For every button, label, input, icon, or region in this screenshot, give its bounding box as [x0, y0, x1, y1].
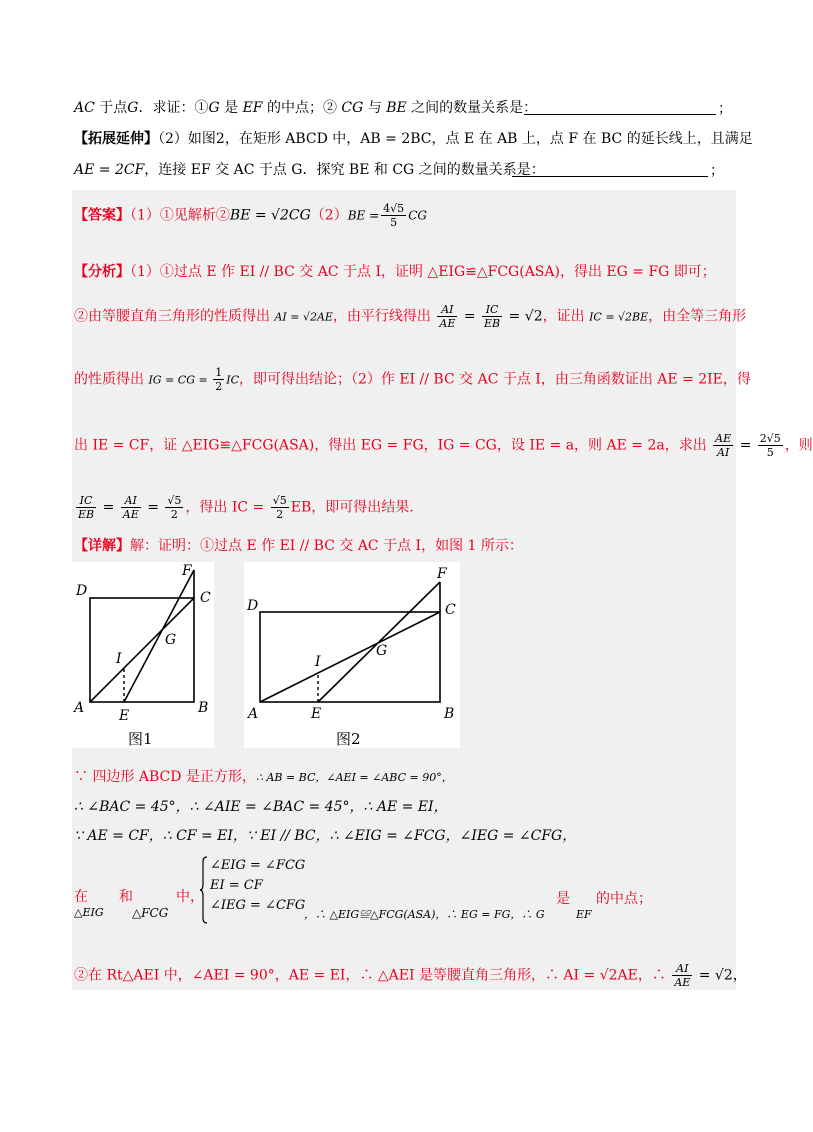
q1-text-d: ．求证：①	[138, 100, 209, 116]
detail-s4-b: 和	[119, 889, 133, 905]
fig1-label-i: I	[116, 651, 122, 667]
analysis-l5-b: =	[98, 499, 119, 516]
analysis-l5-id: 2	[276, 508, 284, 521]
fig1-label-a: A	[74, 700, 85, 716]
analysis-l5-fn: IC	[76, 494, 96, 508]
extension-tag: 【拓展延伸】	[74, 131, 158, 147]
analysis-l4-fd: AI	[717, 446, 730, 459]
answer-p1: （1）①见解析②	[130, 207, 230, 224]
detail-s1-a: ∵ 四边形 ABCD 是正方形，	[74, 769, 256, 785]
answer-blank-1[interactable]	[524, 100, 716, 115]
analysis-l5-frac1	[76, 494, 96, 521]
analysis-l3-d: ，即可得出结论；（2）作 EI // BC 交 AC 于点 I，由三角函数证出 AE = 2IE，得	[238, 371, 751, 388]
q1-ef: EF	[242, 100, 263, 116]
answer-eq2-right: CG	[408, 208, 427, 223]
answer-p2: （2）	[310, 207, 348, 224]
analysis-l2-eq: =	[459, 308, 481, 325]
detail-s5-fd: AE	[674, 976, 691, 989]
answer-eq2-den: 5	[390, 216, 398, 229]
fig1-label-e: E	[119, 708, 130, 724]
detail-step-1	[74, 767, 734, 788]
analysis-tag: 【分析】	[74, 264, 130, 280]
analysis-l5-hn: √5	[167, 494, 182, 507]
q1-cg: CG	[341, 100, 364, 116]
analysis-l4-frac1	[713, 432, 733, 459]
detail-step-2: ∴ ∠BAC = 45°，∴ ∠AIE = ∠BAC = 45°，∴ AE = EI，	[74, 799, 448, 815]
q1-ac: AC	[74, 100, 95, 116]
q2-end: ；	[710, 163, 724, 179]
fig2-label-f: F	[437, 566, 447, 582]
analysis-l5-in: √5	[272, 494, 287, 507]
analysis-l2-d: = √2	[504, 308, 543, 325]
fig1-label-f: F	[182, 563, 192, 579]
q1-text-b: 于点	[94, 100, 128, 116]
fig1-caption: 图1	[128, 730, 153, 748]
detail-s5-b: = √2，	[694, 967, 747, 984]
fig2-label-i: I	[315, 654, 321, 670]
q1-g: G	[127, 100, 139, 116]
analysis-line-4	[74, 432, 813, 459]
q1-g2: G	[208, 100, 220, 116]
fig1-diagonal-ac	[90, 598, 194, 702]
detail-s4-ef: EF	[576, 908, 592, 921]
analysis-l5-gn: AI	[121, 494, 141, 508]
q1-text-l: 之间的数量关系是：	[406, 100, 538, 116]
analysis-l2-f: IC = √2BE	[589, 310, 649, 324]
fig1-label-g: G	[165, 632, 177, 648]
analysis-l2-g: ，由全等三角形	[648, 308, 747, 325]
detail-s5-fn: AI	[672, 962, 692, 976]
analysis-l4-a: 出 IE = CF，证 △EIG≌△FCG(ASA)，得出 EG = FG，IG = CG，设 IE = a，则 AE = 2a，求出	[74, 437, 712, 454]
analysis-l3-fn: 1	[215, 366, 223, 379]
analysis-line-1	[74, 262, 734, 282]
q1-be: BE	[386, 100, 407, 116]
analysis-line-5	[74, 494, 734, 521]
fig2-line-ef	[318, 582, 440, 702]
analysis-line-2	[74, 303, 747, 330]
analysis-l5-fd: EB	[78, 508, 95, 521]
analysis-l3-frac	[213, 366, 224, 393]
analysis-l1: （1）①过点 E 作 EI // BC 交 AC 于点 I，证明 △EIG≌△FCG(ASA)，得出 EG = FG 即可；	[130, 264, 716, 280]
answer-eq2-left: BE =	[347, 208, 380, 223]
analysis-l3-a: 的性质得出	[74, 371, 149, 388]
detail-s4-d: ，∴ △EIG≌△FCG(ASA)，∴ EG = FG，∴ G	[304, 908, 545, 921]
fig2-label-a: A	[248, 706, 259, 722]
figure-1-svg	[72, 562, 214, 748]
analysis-l2-f2d: EB	[484, 317, 501, 330]
analysis-l4-b: =	[735, 437, 756, 454]
analysis-l3-b: IG = CG =	[148, 373, 212, 387]
analysis-l2-a: ②由等腰直角三角形的性质得出	[74, 308, 275, 325]
q1-text-j: 与	[363, 100, 387, 116]
figure-2	[244, 562, 460, 748]
detail-step-3: ∵ AE = CF，∴ CF = EI，∵ EI // BC，∴ ∠EIG = ∠FCG，∠IEG = ∠CFG，	[74, 828, 577, 844]
analysis-l2-f1d: AE	[439, 317, 456, 330]
answer-eq2-num: 4√5	[383, 202, 405, 215]
q1-text-f: 是	[219, 100, 243, 116]
analysis-l3-c: IC	[226, 373, 239, 387]
figure-1	[72, 562, 214, 748]
q2-text: （2）如图2，在矩形 ABCD 中，AB = 2BC，点 E 在 AB 上，点 F 在 BC 的延长线上，且满足	[158, 131, 753, 147]
answer-eq2-frac	[381, 202, 406, 229]
system-row-3: ∠IEG = ∠CFG	[210, 898, 306, 913]
detail-line-1	[74, 536, 734, 556]
analysis-l5-frac3	[165, 494, 183, 521]
fig2-diagonal-ac	[260, 612, 440, 702]
answer-eq1: BE = √2CG	[229, 207, 311, 224]
analysis-l2-c: ，由平行线得出	[332, 308, 436, 325]
detail-s4-f: 的中点；	[596, 891, 652, 907]
analysis-l4-c: ，则	[784, 437, 813, 454]
analysis-l3-fd: 2	[215, 380, 223, 393]
fig2-label-c: C	[445, 602, 456, 618]
system-brace-icon	[200, 856, 208, 924]
detail-s4-t2: △FCG	[132, 906, 169, 920]
analysis-l4-gn: 2√5	[759, 432, 781, 445]
system-row-2: EI = CF	[210, 878, 263, 893]
analysis-l4-gd: 5	[766, 446, 774, 459]
analysis-l2-b: AI = √2AE	[274, 310, 333, 324]
analysis-l4-fn: AE	[715, 432, 732, 445]
answer-tag: 【答案】	[74, 207, 130, 224]
detail-l1: 解：证明：①过点 E 作 EI // BC 交 AC 于点 I，如图 1 所示：	[130, 538, 523, 554]
answer-blank-2[interactable]	[512, 162, 708, 177]
answer-line	[74, 202, 734, 229]
detail-s4-a: 在	[74, 889, 88, 905]
detail-tag: 【详解】	[74, 538, 130, 554]
analysis-l5-d: ，得出 IC =	[185, 499, 269, 516]
fig1-label-c: C	[200, 590, 211, 606]
detail-s4-e: 是	[556, 891, 570, 907]
detail-s1-b: ∴ AB = BC，∠AEI = ∠ABC = 90°，	[255, 771, 453, 784]
analysis-l5-frac4	[271, 494, 289, 521]
system-row-1: ∠EIG = ∠FCG	[210, 858, 306, 873]
analysis-l2-frac1	[437, 303, 457, 330]
fig1-label-d: D	[76, 583, 88, 599]
analysis-l2-f1n: AI	[437, 303, 457, 317]
q2-condition: AE = 2CF	[74, 162, 145, 178]
q1-end: ；	[718, 101, 732, 117]
fig1-line-ef	[124, 570, 194, 702]
detail-s5-a: ②在 Rt△AEI 中，∠AEI = 90°，AE = EI，∴ △AEI 是等腰直角三角形，∴ AI = √2AE，∴	[74, 967, 671, 984]
analysis-l5-e: EB，即可得出结果.	[290, 499, 414, 516]
analysis-l5-gd: AE	[122, 508, 139, 521]
analysis-l5-hd: 2	[170, 508, 178, 521]
fig2-label-g: G	[376, 643, 388, 659]
analysis-l2-frac2	[482, 303, 502, 330]
question-line-2	[74, 129, 753, 149]
q2-text-b: ，连接 EF 交 AC 于点 G．探究 BE 和 CG 之间的数量关系是：	[144, 162, 545, 178]
figure-2-svg	[244, 562, 460, 748]
fig2-label-d: D	[247, 598, 259, 614]
detail-s4-c: 中，	[176, 889, 204, 905]
detail-s5-frac	[672, 962, 692, 989]
detail-s4-t1: △EIG	[74, 906, 104, 919]
q1-text-h: 的中点；②	[262, 100, 342, 116]
analysis-l5-frac2	[121, 494, 141, 521]
fig1-label-b: B	[198, 700, 209, 716]
fig2-label-b: B	[444, 706, 455, 722]
equation-system	[200, 856, 310, 924]
analysis-line-3	[74, 366, 751, 393]
analysis-l5-c: =	[142, 499, 164, 516]
fig2-caption: 图2	[336, 730, 361, 748]
detail-step-5	[74, 962, 747, 989]
analysis-l4-frac2	[758, 432, 783, 459]
analysis-l2-f2n: IC	[482, 303, 502, 317]
analysis-l2-e: ，证出	[542, 308, 590, 325]
fig2-label-e: E	[311, 706, 322, 722]
